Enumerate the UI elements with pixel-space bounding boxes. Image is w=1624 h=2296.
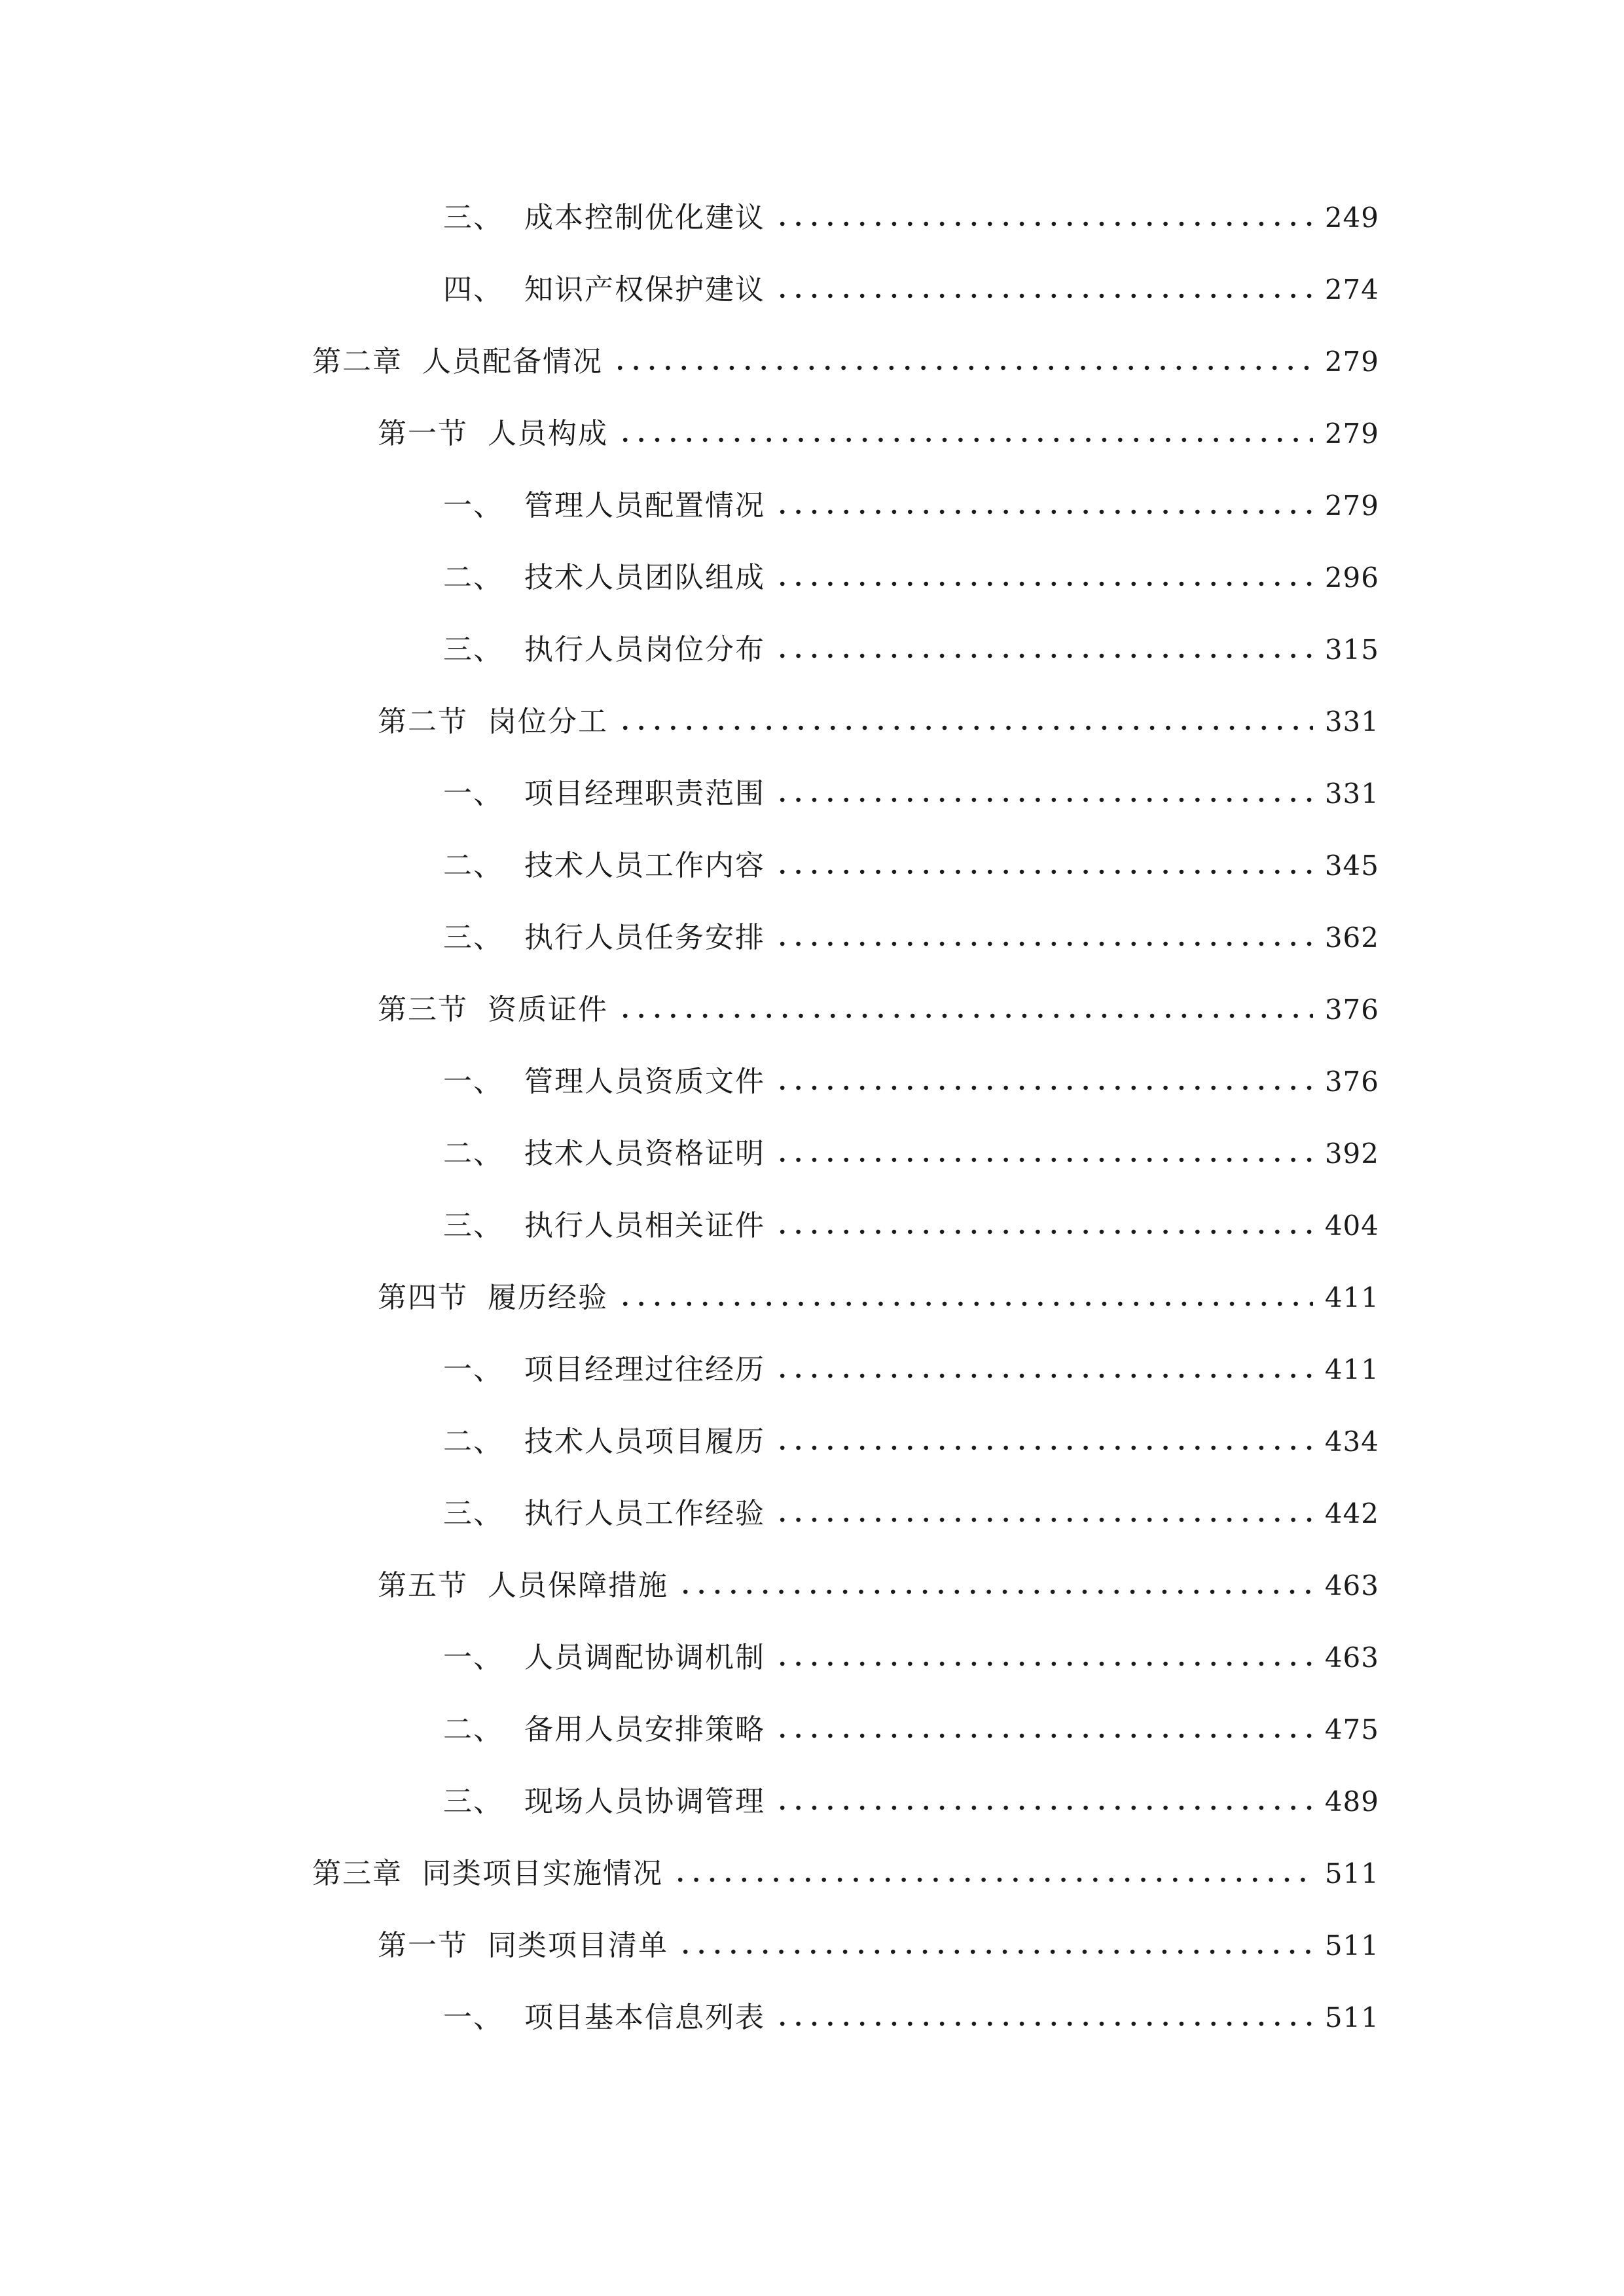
dot-leader	[774, 1155, 1313, 1164]
toc-entry[interactable]	[443, 1638, 1379, 1677]
toc-entry-number: 四、	[443, 273, 503, 306]
toc-entry-title: 技术人员团队组成	[524, 561, 765, 594]
dot-leader	[774, 1803, 1313, 1812]
toc-entry-page: 376	[1324, 1066, 1379, 1098]
toc-entry-page: 392	[1324, 1138, 1379, 1170]
toc-entry-chapter[interactable]	[312, 1854, 1379, 1893]
toc-entry[interactable]	[443, 198, 1379, 238]
dot-leader	[774, 651, 1313, 660]
toc-entry-title: 人员构成	[488, 417, 608, 450]
toc-entry[interactable]	[443, 1422, 1379, 1462]
toc-entry-section[interactable]	[378, 1566, 1379, 1605]
toc-entry-section[interactable]	[378, 1278, 1379, 1318]
dot-leader	[774, 1443, 1313, 1452]
toc-entry[interactable]	[443, 918, 1379, 958]
toc-entry-title: 项目基本信息列表	[524, 2001, 765, 2034]
toc-entry-number: 第三节	[378, 993, 468, 1026]
dot-leader	[774, 939, 1313, 948]
toc-entry-page: 434	[1324, 1426, 1379, 1458]
toc-entry-number: 三、	[443, 1209, 503, 1242]
toc-entry-number: 第三章	[312, 1857, 403, 1890]
dot-leader	[617, 435, 1313, 444]
toc-entry-page: 511	[1324, 2001, 1379, 2034]
toc-entry-title: 人员保障措施	[488, 1569, 668, 1602]
toc-entry-title: 人员调配协调机制	[524, 1641, 765, 1674]
toc-entry-title: 成本控制优化建议	[524, 201, 765, 234]
toc-entry-number: 三、	[443, 921, 503, 954]
toc-entry-number: 二、	[443, 849, 503, 882]
toc-entry-title: 项目经理过往经历	[524, 1353, 765, 1386]
toc-entry-title: 同类项目清单	[488, 1929, 668, 1962]
toc-entry-number: 一、	[443, 2001, 503, 2034]
dot-leader	[774, 1731, 1313, 1740]
toc-entry-title: 技术人员资格证明	[524, 1137, 765, 1170]
dot-leader	[774, 1515, 1313, 1524]
toc-entry-page: 279	[1324, 346, 1379, 378]
toc-entry-page: 274	[1324, 274, 1379, 306]
dot-leader	[774, 2019, 1313, 2028]
toc-entry[interactable]	[443, 1494, 1379, 1534]
toc-entry-page: 345	[1324, 850, 1379, 882]
toc-entry[interactable]	[443, 270, 1379, 310]
toc-entry[interactable]	[443, 1782, 1379, 1821]
toc-entry[interactable]	[443, 774, 1379, 814]
toc-entry-title: 技术人员项目履历	[524, 1425, 765, 1458]
toc-entry-title: 执行人员岗位分布	[524, 633, 765, 666]
dot-leader	[774, 507, 1313, 516]
dot-leader	[617, 1011, 1313, 1020]
toc-entry-title: 管理人员配置情况	[524, 489, 765, 522]
dot-leader	[617, 1299, 1313, 1308]
dot-leader	[774, 1371, 1313, 1380]
toc-entry-title: 履历经验	[488, 1281, 608, 1314]
toc-entry[interactable]	[443, 630, 1379, 670]
toc-entry[interactable]	[443, 1062, 1379, 1102]
dot-leader	[774, 1659, 1313, 1668]
dot-leader	[774, 795, 1313, 804]
toc-entry-page: 489	[1324, 1785, 1379, 1818]
dot-leader	[677, 1587, 1313, 1596]
toc-entry-number: 第四节	[378, 1281, 468, 1314]
toc-entry-number: 三、	[443, 1785, 503, 1818]
toc-entry[interactable]	[443, 1206, 1379, 1246]
toc-entry-title: 岗位分工	[488, 705, 608, 738]
toc-entry-section[interactable]	[378, 990, 1379, 1030]
toc-entry[interactable]	[443, 1998, 1379, 2037]
toc-entry-number: 三、	[443, 201, 503, 234]
toc-entry-number: 第一节	[378, 1929, 468, 1962]
toc-entry-title: 执行人员相关证件	[524, 1209, 765, 1242]
toc-entry-number: 一、	[443, 489, 503, 522]
toc-entry-number: 第二章	[312, 345, 403, 378]
dot-leader	[677, 1947, 1313, 1956]
toc-entry-title: 人员配备情况	[422, 345, 603, 378]
toc-entry-page: 463	[1324, 1570, 1379, 1602]
toc-entry[interactable]	[443, 1134, 1379, 1174]
toc-entry-page: 511	[1324, 1929, 1379, 1962]
toc-entry-page: 411	[1324, 1354, 1379, 1386]
toc-entry-section[interactable]	[378, 702, 1379, 742]
toc-entry[interactable]	[443, 558, 1379, 598]
toc-entry-page: 331	[1324, 778, 1379, 810]
toc-entry-page: 511	[1324, 1857, 1379, 1890]
toc-entry-page: 442	[1324, 1498, 1379, 1530]
toc-entry[interactable]	[443, 1710, 1379, 1749]
toc-entry-page: 249	[1324, 202, 1379, 234]
toc-entry-page: 279	[1324, 490, 1379, 522]
toc-entry[interactable]	[443, 486, 1379, 526]
toc-entry-number: 三、	[443, 1497, 503, 1530]
toc-entry-chapter[interactable]	[312, 342, 1379, 382]
toc-entry-number: 一、	[443, 777, 503, 810]
toc-entry-number: 一、	[443, 1353, 503, 1386]
toc-entry-page: 411	[1324, 1282, 1379, 1314]
dot-leader	[774, 867, 1313, 876]
toc-entry-page: 296	[1324, 562, 1379, 594]
toc-entry[interactable]	[443, 1350, 1379, 1390]
toc-entry-title: 知识产权保护建议	[524, 273, 765, 306]
toc-entry-section[interactable]	[378, 1926, 1379, 1965]
toc-entry-title: 执行人员任务安排	[524, 921, 765, 954]
toc-entry-number: 三、	[443, 633, 503, 666]
toc-entry-number: 二、	[443, 1425, 503, 1458]
dot-leader	[774, 1227, 1313, 1236]
toc-entry-title: 现场人员协调管理	[524, 1785, 765, 1818]
toc-entry-number: 第五节	[378, 1569, 468, 1602]
toc-entry-number: 第一节	[378, 417, 468, 450]
dot-leader	[774, 579, 1313, 588]
dot-leader	[774, 219, 1313, 228]
dot-leader	[617, 723, 1313, 732]
toc-entry-title: 备用人员安排策略	[524, 1713, 765, 1746]
toc-entry-number: 二、	[443, 1713, 503, 1746]
dot-leader	[774, 291, 1313, 300]
toc-entry-title: 技术人员工作内容	[524, 849, 765, 882]
toc-entry-title: 项目经理职责范围	[524, 777, 765, 810]
toc-entry-page: 475	[1324, 1713, 1379, 1746]
toc-entry-number: 二、	[443, 1137, 503, 1170]
toc-entry-page: 362	[1324, 922, 1379, 954]
toc-entry-page: 331	[1324, 706, 1379, 738]
dot-leader	[612, 363, 1313, 372]
toc-entry-page: 376	[1324, 994, 1379, 1026]
toc-entry[interactable]	[443, 846, 1379, 886]
dot-leader	[672, 1875, 1313, 1884]
toc-entry-page: 315	[1324, 634, 1379, 666]
toc-entry-title: 同类项目实施情况	[422, 1857, 663, 1890]
toc-entry-page: 404	[1324, 1210, 1379, 1242]
toc-entry-page: 279	[1324, 418, 1379, 450]
toc-entry-number: 第二节	[378, 705, 468, 738]
toc-entry-title: 资质证件	[488, 993, 608, 1026]
toc-entry-number: 一、	[443, 1065, 503, 1098]
toc-entry-section[interactable]	[378, 414, 1379, 454]
toc-entry-number: 二、	[443, 561, 503, 594]
toc-entry-title: 管理人员资质文件	[524, 1065, 765, 1098]
toc-entry-number: 一、	[443, 1641, 503, 1674]
toc-entry-title: 执行人员工作经验	[524, 1497, 765, 1530]
dot-leader	[774, 1083, 1313, 1092]
toc-entry-page: 463	[1324, 1641, 1379, 1674]
